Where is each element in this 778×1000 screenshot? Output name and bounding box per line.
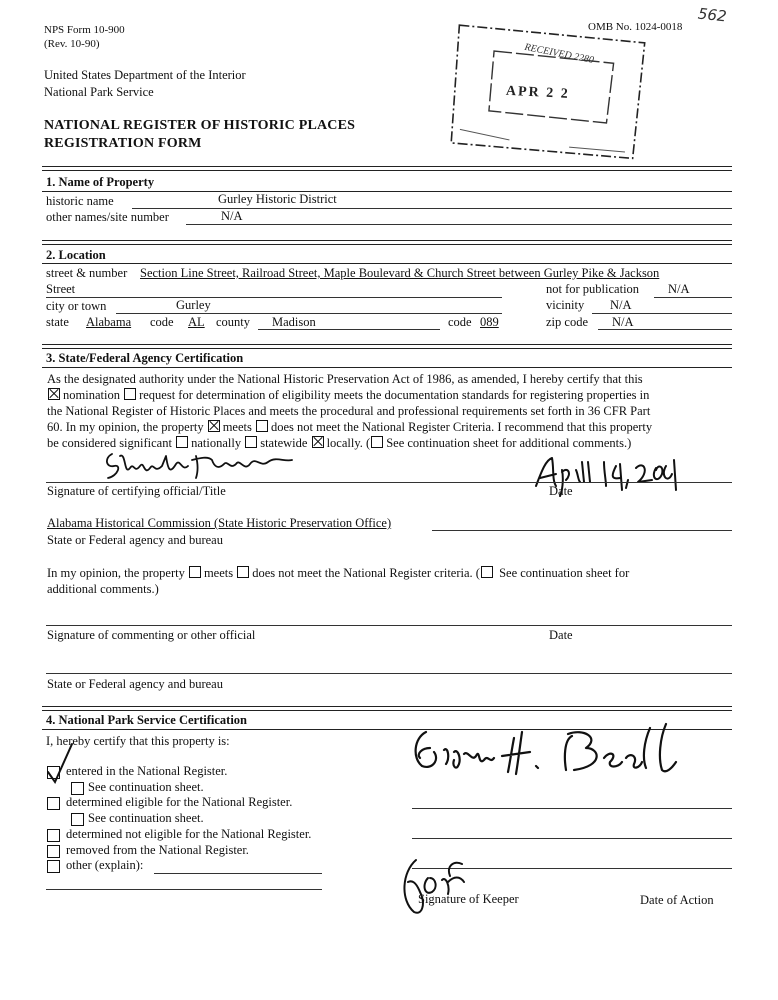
city-value[interactable]: Gurley [176,298,211,312]
field-line [258,329,440,330]
county-code-label: code [448,315,472,329]
form-number: NPS Form 10-900 [44,24,125,36]
section-3-heading: 3. State/Federal Agency Certification [46,351,244,365]
opinion-line-2: additional comments.) [47,582,159,596]
city-label: city or town [46,299,107,313]
certification-line-4: 60. In my opinion, the property meets does not meet the National Register Criteria. I recommend that this property [47,420,653,434]
county-code-value[interactable]: 089 [480,315,499,329]
section-1-heading: 1. Name of Property [46,175,155,189]
commenting-label: Signature of commenting or other official [47,628,256,642]
signature-label: Signature of certifying official/Title [47,484,226,498]
agency-label: State or Federal agency and bureau [47,533,223,547]
omb-number: OMB No. 1024-0018 [588,21,683,33]
other-explain-line-2 [46,889,322,890]
certification-line-3: the National Register of Historic Places and meets the procedural and professional requirements set forth in 36 CFR Part [47,404,651,418]
divider [42,367,732,368]
opinion-line-1: In my opinion, the property meets does not meet the National Register criteria. ( See continuation sheet for [47,566,630,580]
keeper-line-2 [412,838,732,839]
does-not-meet-checkbox[interactable] [256,420,268,432]
agency-value[interactable]: Alabama Historical Commission (State Historic Preservation Office) [47,516,392,530]
nomination-checkbox[interactable] [48,388,60,400]
field-line [598,329,732,330]
stamp-text-received: RECEIVED 2280 [523,41,595,67]
keeper-signature [404,718,694,790]
option-removed: removed from the National Register. [66,843,249,857]
county-value[interactable]: Madison [272,315,316,329]
street-label: street & number [46,266,128,280]
opinion-continuation-checkbox[interactable] [481,566,493,578]
divider [42,191,732,192]
keeper-line-1 [412,808,732,809]
agency2-label: State or Federal agency and bureau [47,677,223,691]
state-code-value[interactable]: AL [188,315,205,329]
eligible-checkbox[interactable] [47,797,60,810]
street-value-cont[interactable]: Street [46,282,76,296]
divider [42,706,732,711]
divider [42,344,732,349]
field-line [116,313,502,314]
commenting-date-label: Date [549,628,573,642]
date-label: Date [549,484,573,498]
state-label: state [46,315,69,329]
field-line [186,224,732,225]
opinion-not-meet-checkbox[interactable] [237,566,249,578]
not-for-publication-label: not for publication [546,282,640,296]
other-checkbox[interactable] [47,860,60,873]
historic-name-value[interactable]: Gurley Historic District [218,192,337,206]
service: National Park Service [44,85,154,99]
divider [42,240,732,245]
other-names-label: other names/site number [46,210,169,224]
certification-line-5: be considered significant nationally statewide locally. ( See continuation sheet for additional comments.) [47,436,632,450]
option-other: other (explain): [66,858,144,872]
department: United States Department of the Interior [44,68,246,82]
form-subtitle: REGISTRATION FORM [44,136,202,151]
option-not-eligible: determined not eligible for the National Register. [66,827,312,841]
meets-checkbox[interactable] [208,420,220,432]
signature-line [46,482,732,483]
field-line [592,313,732,314]
received-stamp [449,19,652,165]
state-value[interactable]: Alabama [86,315,132,329]
zip-value[interactable]: N/A [612,315,634,329]
vicinity-label: vicinity [546,298,585,312]
option-continuation-2: See continuation sheet. [88,811,204,825]
zip-label: zip code [546,315,588,329]
state-code-label: code [150,315,174,329]
field-line [654,297,732,298]
vicinity-value[interactable]: N/A [610,298,632,312]
removed-checkbox[interactable] [47,845,60,858]
option-continuation-1: See continuation sheet. [88,780,204,794]
certification-line-1: As the designated authority under the National Historic Preservation Act of 1986, as amended, I hereby certify that this [47,372,643,386]
divider [42,263,732,264]
continuation-checkbox[interactable] [371,436,383,448]
certification-line-2: nomination request for determination of eligibility meets the documentation standards for registering properties in [47,387,732,403]
field-line [46,297,502,298]
continuation-checkbox-2[interactable] [71,813,84,826]
not-for-publication-value[interactable]: N/A [668,282,690,296]
other-names-value[interactable]: N/A [221,209,243,223]
continuation-checkbox-1[interactable] [71,782,84,795]
option-eligible: determined eligible for the National Register. [66,795,293,809]
section-2-heading: 2. Location [46,248,106,262]
option-entered: entered in the National Register. [66,764,228,778]
signature-line [46,625,732,626]
historic-name-label: historic name [46,194,114,208]
form-title: NATIONAL REGISTER OF HISTORIC PLACES [44,118,356,133]
request-checkbox[interactable] [124,388,136,400]
action-date-label: Date of Action [640,893,714,907]
field-line [46,673,732,674]
street-value[interactable]: Section Line Street, Railroad Street, Maple Boulevard & Church Street between Gurley Pike & Jackson [140,266,660,280]
nps-intro: I, hereby certify that this property is: [46,734,230,748]
not-eligible-checkbox[interactable] [47,829,60,842]
other-explain-line [154,873,322,874]
locally-checkbox[interactable] [312,436,324,448]
keeper-signature-label: Signature of Keeper [418,892,519,906]
divider [42,166,732,171]
county-label: county [216,315,251,329]
stamp-text-date: APR 2 2 [505,83,571,103]
handwritten-id: 562 [697,4,728,26]
keeper-initials [398,852,488,918]
field-line [432,530,732,531]
section-4-heading: 4. National Park Service Certification [46,713,247,727]
form-revision: (Rev. 10-90) [44,38,100,50]
opinion-meets-checkbox[interactable] [189,566,201,578]
